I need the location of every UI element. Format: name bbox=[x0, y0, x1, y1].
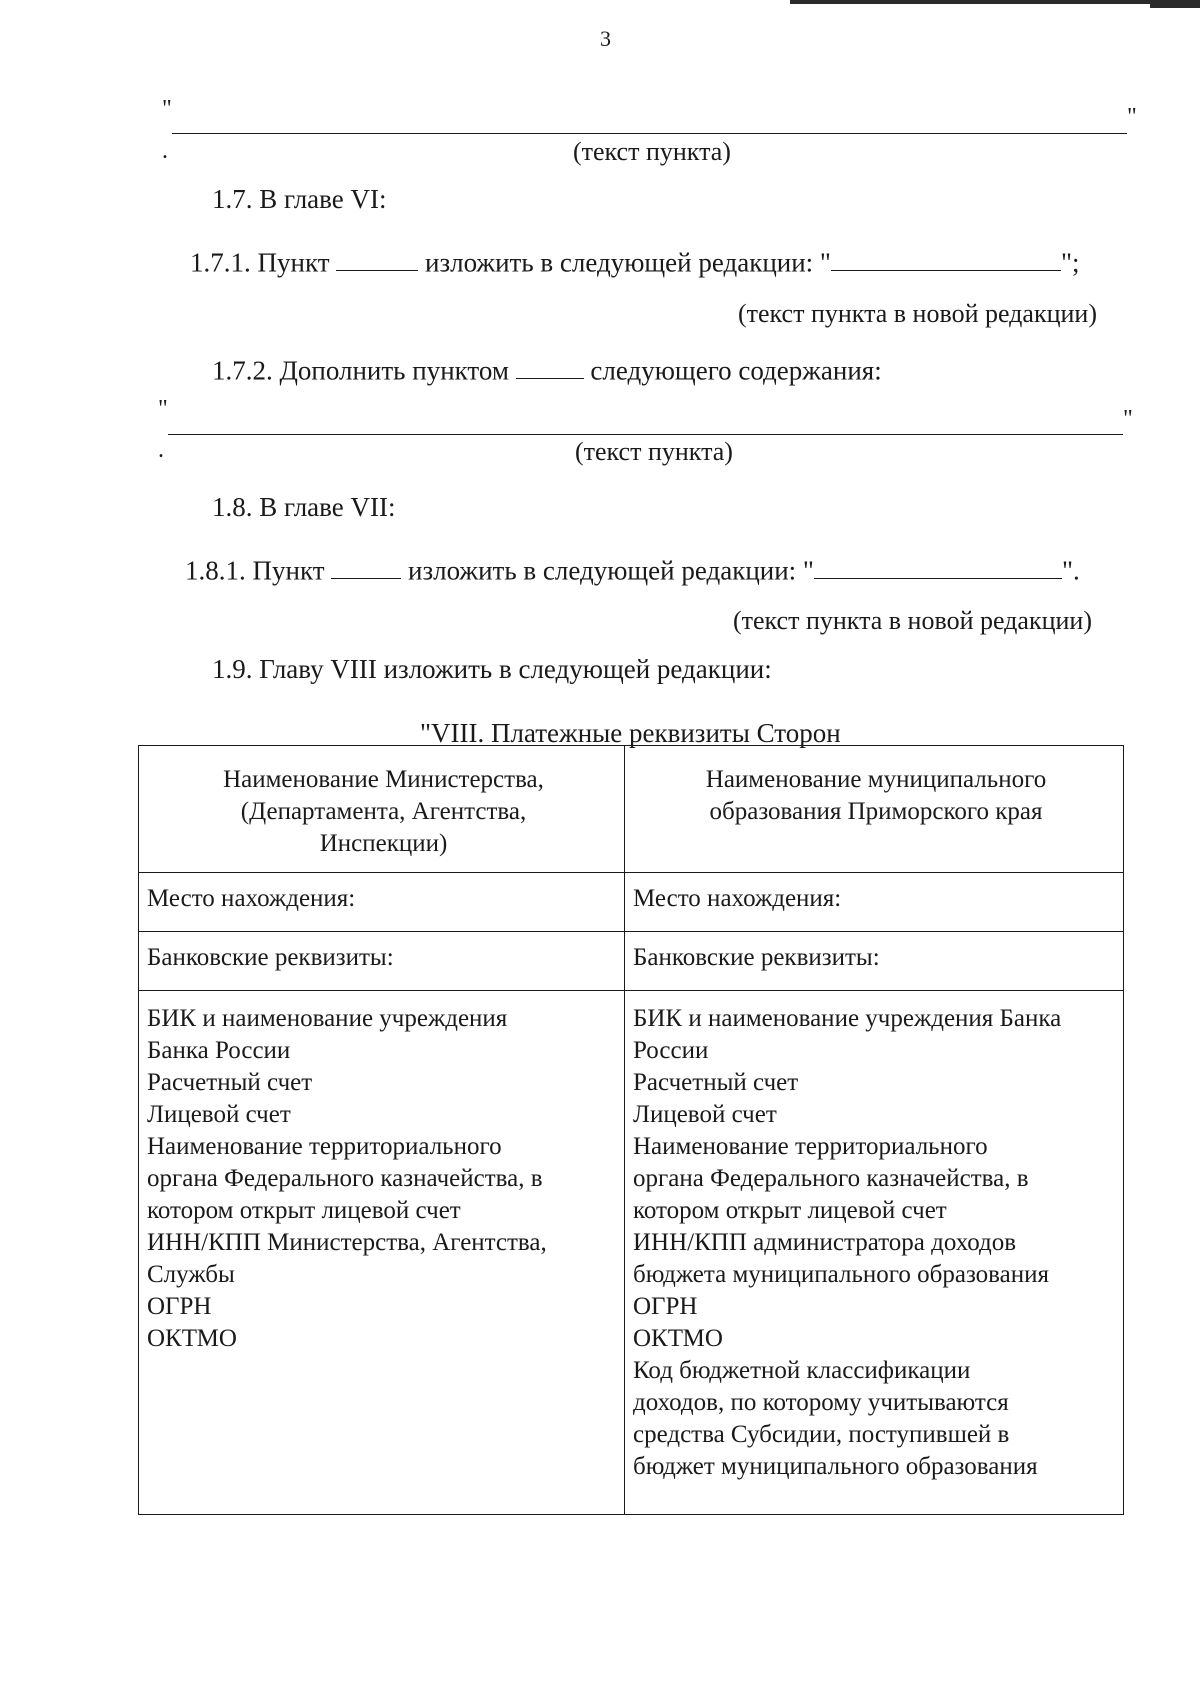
item-text: следующего содержания: bbox=[590, 355, 882, 386]
cell-line: ОКТМО bbox=[147, 1325, 237, 1352]
details-left bbox=[139, 991, 625, 1515]
cell-line: ИНН/КПП Министерства, Агентства, bbox=[147, 1229, 547, 1256]
table-row bbox=[139, 932, 1124, 991]
table-title: "VIII. Платежные реквизиты Сторон bbox=[420, 718, 841, 748]
cell-line: Лицевой счет bbox=[147, 1101, 291, 1128]
header-municipality bbox=[625, 746, 1124, 873]
item-text: ". bbox=[1061, 555, 1080, 586]
details-right bbox=[625, 991, 1124, 1515]
item-1-9: 1.9. Главу VIII изложить в следующей редакции: bbox=[212, 654, 772, 684]
item-1-8-1 bbox=[185, 550, 1080, 584]
table-header-row bbox=[139, 746, 1124, 873]
close-quote: " bbox=[1127, 104, 1137, 130]
item-1-7-1 bbox=[190, 242, 1079, 276]
close-quote: " bbox=[1123, 406, 1133, 432]
cell-line: котором открыт лицевой счет bbox=[147, 1197, 461, 1224]
page-number: 3 bbox=[600, 26, 611, 51]
table-row bbox=[139, 873, 1124, 932]
open-quote: " bbox=[162, 96, 172, 122]
blank-field bbox=[336, 242, 418, 271]
cell-line: Наименование территориального bbox=[147, 1133, 502, 1160]
scan-artifact-line bbox=[1150, 4, 1200, 8]
location-right: Место нахождения: bbox=[625, 873, 1124, 932]
table-row bbox=[139, 991, 1124, 1515]
cell-line: Службы bbox=[147, 1261, 235, 1288]
bank-left: Банковские реквизиты: bbox=[139, 932, 625, 991]
cell-line: бюджет муниципального образования bbox=[633, 1453, 1038, 1480]
item-1-7-heading: 1.7. В главе VI: bbox=[212, 184, 387, 214]
cell-line: (Департамента, Агентства, bbox=[240, 798, 527, 825]
cell-line: БИК и наименование учреждения bbox=[147, 1005, 508, 1032]
cell-line: котором открыт лицевой счет bbox=[633, 1197, 947, 1224]
blank-field bbox=[331, 550, 401, 579]
cell-line: Наименование Министерства, bbox=[223, 766, 544, 793]
item-1-8-heading: 1.8. В главе VII: bbox=[212, 492, 396, 522]
location-left: Место нахождения: bbox=[139, 873, 625, 932]
scan-artifact-line bbox=[790, 0, 1200, 4]
cell-line: средства Субсидии, поступившей в bbox=[633, 1421, 1010, 1448]
requisites-table bbox=[138, 745, 1124, 1515]
header-ministry bbox=[139, 746, 625, 873]
caption-text: (текст пункта) bbox=[573, 137, 731, 166]
cell-line: Расчетный счет bbox=[633, 1069, 799, 1096]
cell-line: ОГРН bbox=[147, 1293, 212, 1320]
cell-line: Расчетный счет bbox=[147, 1069, 313, 1096]
blank-field bbox=[516, 350, 584, 379]
cell-line: ИНН/КПП администратора доходов bbox=[633, 1229, 1017, 1256]
cell-line: Наименование муниципального bbox=[705, 766, 1047, 793]
bank-right: Банковские реквизиты: bbox=[625, 932, 1124, 991]
caption-text: (текст пункта в новой редакции) bbox=[738, 299, 1097, 328]
item-text: 1.7.1. Пункт bbox=[190, 247, 330, 278]
cell-line: органа Федерального казначейства, в bbox=[147, 1165, 543, 1192]
caption-text: (текст пункта в новой редакции) bbox=[733, 606, 1092, 635]
cell-line: органа Федерального казначейства, в bbox=[633, 1165, 1029, 1192]
blank-field bbox=[831, 242, 1061, 271]
cell-line: доходов, по которому учитываются bbox=[633, 1389, 1009, 1416]
item-text: изложить в следующей редакции: " bbox=[425, 247, 831, 278]
cell-line: образования Приморского края bbox=[709, 798, 1043, 825]
cell-line: России bbox=[633, 1037, 709, 1064]
item-text: "; bbox=[1060, 247, 1080, 278]
blank-line bbox=[172, 133, 1127, 134]
cell-line: ОКТМО bbox=[633, 1325, 723, 1352]
blank-line bbox=[168, 434, 1123, 435]
cell-line: Код бюджетной классификации bbox=[633, 1357, 971, 1384]
cell-line: Банка России bbox=[147, 1037, 291, 1064]
cell-line: ОГРН bbox=[633, 1293, 698, 1320]
item-text: изложить в следующей редакции: " bbox=[408, 555, 814, 586]
cell-line: Наименование территориального bbox=[633, 1133, 988, 1160]
caption-text: (текст пункта) bbox=[575, 437, 733, 466]
item-text: 1.8.1. Пункт bbox=[185, 555, 325, 586]
open-quote: " bbox=[158, 396, 168, 422]
cell-line: бюджета муниципального образования bbox=[633, 1261, 1050, 1288]
item-text: 1.7.2. Дополнить пунктом bbox=[212, 355, 509, 386]
period-mark: . bbox=[162, 138, 168, 164]
cell-line: БИК и наименование учреждения Банка bbox=[633, 1005, 1062, 1032]
period-mark: . bbox=[158, 437, 164, 463]
cell-line: Лицевой счет bbox=[633, 1101, 777, 1128]
item-1-7-2 bbox=[212, 350, 882, 384]
blank-field bbox=[814, 550, 1062, 579]
cell-line: Инспекции) bbox=[319, 830, 448, 857]
